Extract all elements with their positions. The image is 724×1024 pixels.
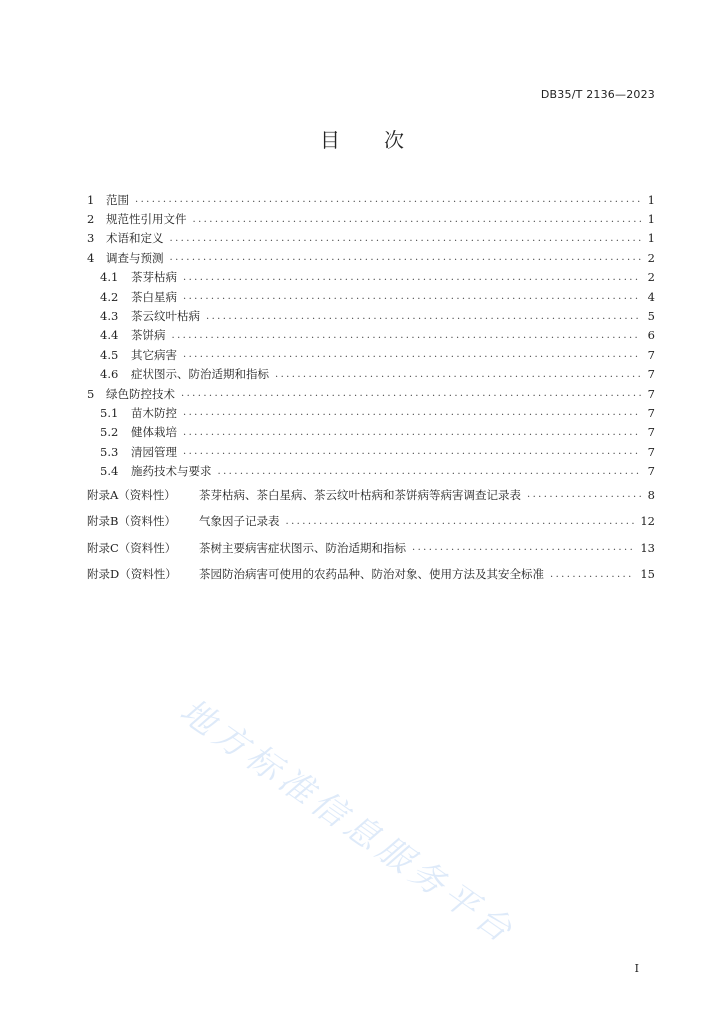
leader-dots	[206, 311, 641, 322]
toc-number: 4.5	[100, 347, 119, 362]
leader-dots	[193, 214, 642, 225]
toc-page: 7	[647, 347, 655, 362]
toc-page: 7	[647, 405, 655, 420]
leader-dots	[135, 194, 641, 205]
toc-number: 4	[87, 250, 95, 265]
leader-dots	[275, 369, 641, 380]
toc-appendix-entry[interactable]	[87, 535, 655, 561]
toc-number: 3	[87, 231, 95, 246]
toc-title: 茶饼病	[131, 328, 166, 343]
toc-page: 2	[647, 270, 655, 285]
toc-subentry[interactable]	[87, 306, 655, 325]
toc-number: 4.3	[100, 309, 119, 324]
toc-page: 13	[640, 540, 655, 555]
toc-page: 7	[647, 464, 655, 479]
toc-page: 7	[647, 425, 655, 440]
toc-title: 茶云纹叶枯病	[131, 309, 200, 324]
toc-entry[interactable]	[87, 229, 655, 248]
toc-number: 1	[87, 192, 95, 207]
toc-page: 2	[647, 250, 655, 265]
leader-dots	[218, 466, 642, 477]
toc-number: 5.1	[100, 405, 119, 420]
toc-appendix-entry[interactable]	[87, 482, 655, 508]
toc-number: 2	[87, 212, 95, 227]
leader-dots	[527, 489, 641, 500]
page-title	[0, 124, 724, 153]
leader-dots	[183, 272, 641, 283]
appendix-label: 附录B（资料性）	[87, 514, 176, 529]
toc-title: 范围	[106, 192, 129, 207]
leader-dots	[170, 252, 642, 263]
toc-subentry[interactable]	[87, 442, 655, 461]
table-of-contents	[87, 190, 655, 587]
document-code: DB35/T 2136—2023	[540, 88, 655, 101]
toc-number: 4.1	[100, 270, 119, 285]
toc-title: 其它病害	[131, 347, 177, 362]
toc-title: 术语和定义	[106, 231, 164, 246]
title-char-2: 次	[384, 128, 404, 152]
toc-subentry[interactable]	[87, 403, 655, 422]
toc-title: 规范性引用文件	[106, 212, 187, 227]
toc-title: 气象因子记录表	[199, 514, 280, 529]
page-number: I	[634, 962, 639, 975]
leader-dots	[550, 569, 634, 580]
toc-subentry[interactable]	[87, 268, 655, 287]
toc-page: 4	[647, 289, 655, 304]
toc-page: 1	[647, 231, 655, 246]
toc-subentry[interactable]	[87, 326, 655, 345]
toc-title: 茶树主要病害症状图示、防治适期和指标	[199, 540, 406, 555]
appendix-label: 附录D（资料性）	[87, 567, 177, 582]
toc-subentry[interactable]	[87, 287, 655, 306]
toc-title: 苗木防控	[131, 405, 177, 420]
toc-title: 施药技术与要求	[131, 464, 212, 479]
toc-entry[interactable]	[87, 384, 655, 403]
leader-dots	[172, 330, 642, 341]
toc-subentry[interactable]	[87, 365, 655, 384]
toc-appendix-entry[interactable]	[87, 508, 655, 534]
appendix-label: 附录A（资料性）	[87, 487, 176, 502]
toc-page: 8	[647, 487, 655, 502]
toc-title: 健体栽培	[131, 425, 177, 440]
toc-page: 15	[640, 567, 655, 582]
toc-subentry[interactable]	[87, 461, 655, 480]
leader-dots	[183, 349, 641, 360]
toc-number: 4.4	[100, 328, 119, 343]
toc-title: 茶芽枯病	[131, 270, 177, 285]
leader-dots	[183, 446, 641, 457]
appendix-label: 附录C（资料性）	[87, 540, 177, 555]
toc-number: 5.4	[100, 464, 119, 479]
toc-title: 茶白星病	[131, 289, 177, 304]
toc-page: 6	[647, 328, 655, 343]
toc-title: 症状图示、防治适期和指标	[131, 367, 269, 382]
toc-subentry[interactable]	[87, 423, 655, 442]
toc-subentry[interactable]	[87, 345, 655, 364]
toc-number: 4.2	[100, 289, 119, 304]
toc-page: 7	[647, 386, 655, 401]
toc-title: 清园管理	[131, 444, 177, 459]
toc-title: 调查与预测	[106, 250, 164, 265]
watermark: 地方标准信息服务平台	[172, 690, 524, 954]
title-char-1: 目	[320, 128, 340, 152]
toc-page: 12	[640, 514, 655, 529]
toc-page: 1	[647, 192, 655, 207]
toc-page: 7	[647, 367, 655, 382]
toc-number: 5.2	[100, 425, 119, 440]
leader-dots	[183, 427, 641, 438]
toc-number: 4.6	[100, 367, 119, 382]
toc-page: 7	[647, 444, 655, 459]
toc-title: 绿色防控技术	[106, 386, 175, 401]
leader-dots	[181, 388, 641, 399]
toc-page: 1	[647, 212, 655, 227]
toc-title: 茶园防治病害可使用的农药品种、防治对象、使用方法及其安全标准	[199, 567, 544, 582]
toc-entry[interactable]	[87, 209, 655, 228]
toc-appendix-entry[interactable]	[87, 561, 655, 587]
toc-page: 5	[647, 309, 655, 324]
leader-dots	[183, 407, 641, 418]
toc-entry[interactable]	[87, 190, 655, 209]
toc-number: 5	[87, 386, 95, 401]
leader-dots	[183, 291, 641, 302]
toc-entry[interactable]	[87, 248, 655, 267]
leader-dots	[412, 542, 634, 553]
leader-dots	[286, 516, 635, 527]
toc-number: 5.3	[100, 444, 119, 459]
toc-title: 茶芽枯病、茶白星病、茶云纹叶枯病和茶饼病等病害调查记录表	[199, 487, 521, 502]
leader-dots	[170, 233, 642, 244]
